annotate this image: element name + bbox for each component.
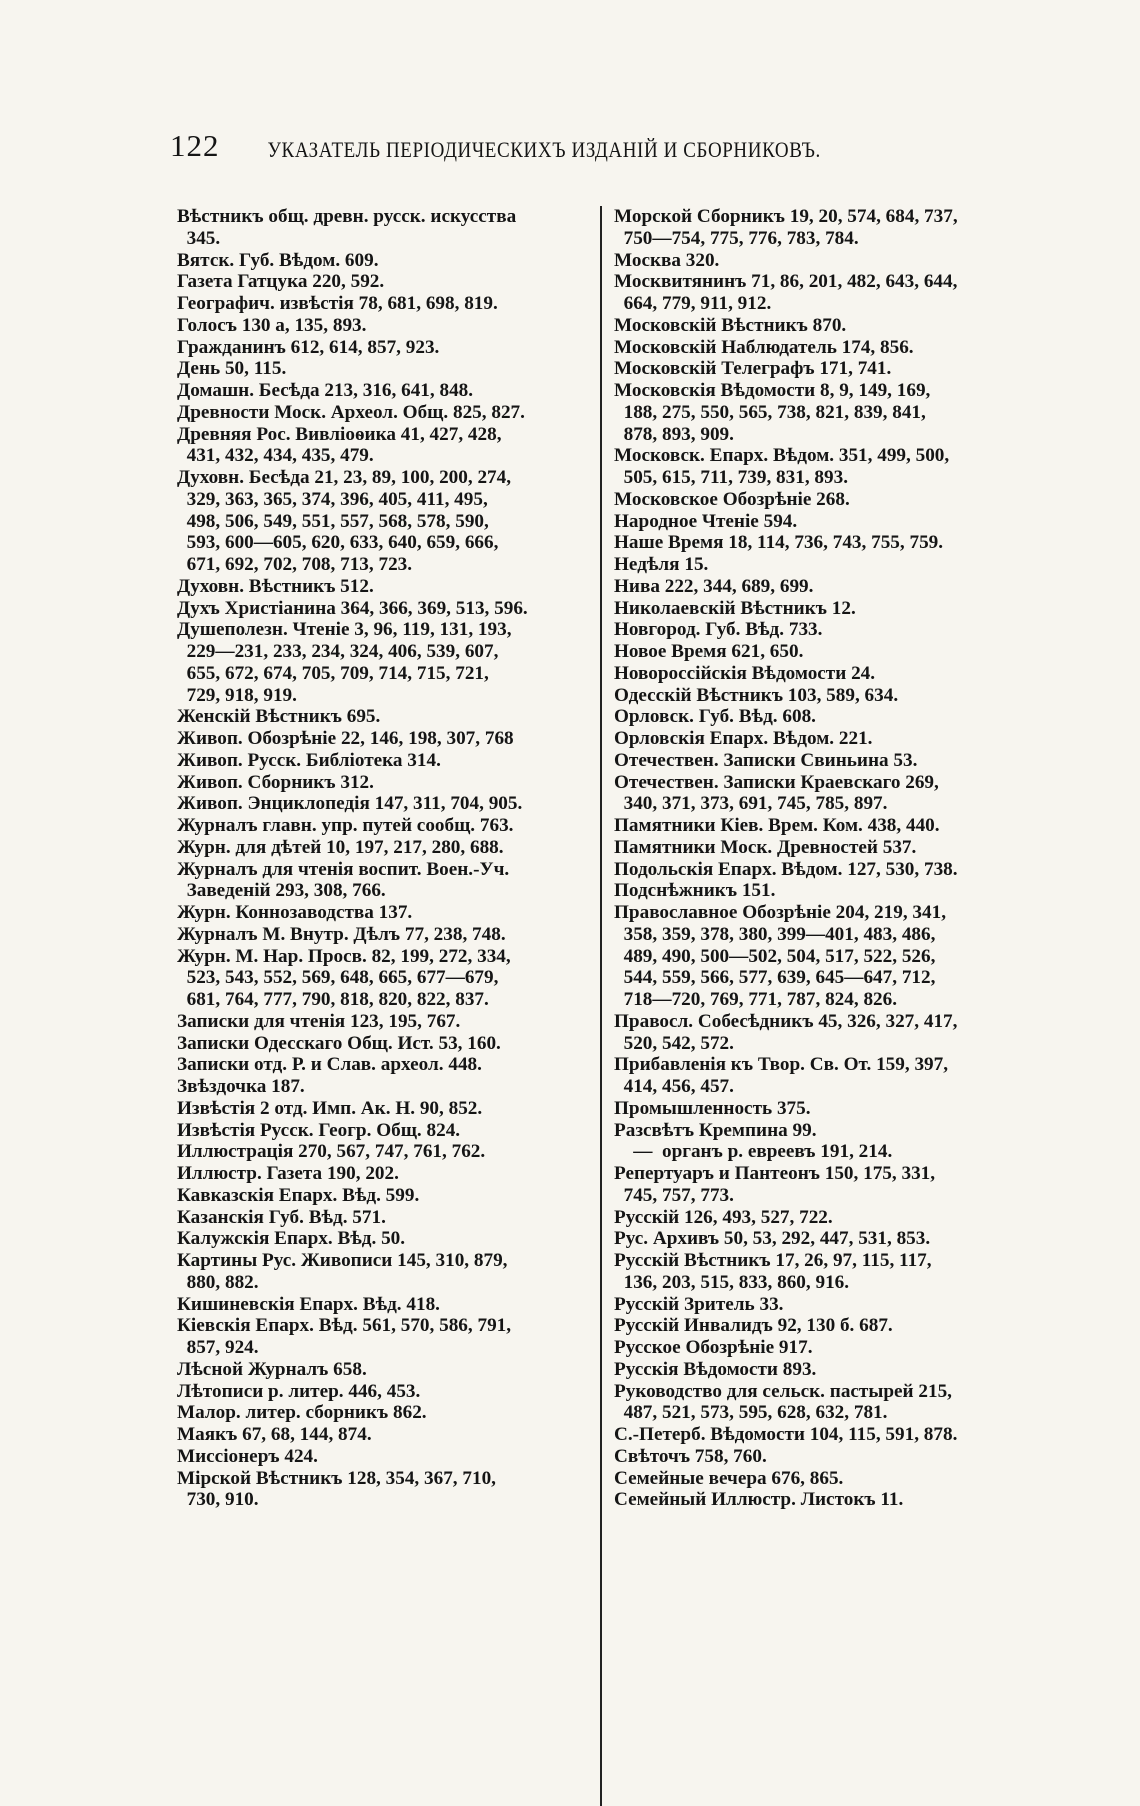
index-entry-line: Гражданинъ 612, 614, 857, 923. xyxy=(177,336,440,358)
index-entry-line: 544, 559, 566, 577, 639, 645—647, 712, xyxy=(614,967,936,989)
index-entry-line: Живоп. Сборникъ 312. xyxy=(177,771,374,793)
index-entry-line: 718—720, 769, 771, 787, 824, 826. xyxy=(614,989,898,1010)
index-entry-line: 229—231, 233, 234, 324, 406, 539, 607, xyxy=(177,641,499,662)
index-entry-line: Вятск. Губ. Вѣдом. 609. xyxy=(177,249,379,271)
index-entry-line: Русскія Вѣдомости 893. xyxy=(614,1358,817,1380)
page-header xyxy=(170,128,970,164)
index-entry-line: Записки Одесскаго Общ. Ист. 53, 160. xyxy=(177,1032,501,1054)
index-entry-line: Журналъ М. Внутр. Дѣлъ 77, 238, 748. xyxy=(177,923,506,945)
index-entry-line: Правосл. Собесѣдникъ 45, 326, 327, 417, xyxy=(614,1010,958,1032)
index-entry-line: Журн. для дѣтей 10, 197, 217, 280, 688. xyxy=(177,836,504,858)
index-entry-line: Русское Обозрѣніе 917. xyxy=(614,1337,813,1358)
index-entry-line: Наше Время 18, 114, 736, 743, 755, 759. xyxy=(614,532,944,554)
index-column-right xyxy=(614,206,1024,1511)
index-entry-line: Миссіонеръ 424. xyxy=(177,1445,318,1467)
index-entry-line: Отечествен. Записки Свиньина 53. xyxy=(614,749,918,771)
index-entry-line: Калужскія Епарх. Вѣд. 50. xyxy=(177,1228,406,1250)
index-entry-line: Московскій Телеграфъ 171, 741. xyxy=(614,358,892,380)
index-entry-line: 505, 615, 711, 739, 831, 893. xyxy=(614,467,848,488)
index-entry-line: Московскій Вѣстникъ 870. xyxy=(614,314,847,336)
index-entry-line: Русскій 126, 493, 527, 722. xyxy=(614,1206,833,1228)
index-entry-line: Заведеній 293, 308, 766. xyxy=(177,880,386,902)
index-entry-line: Журналъ главн. упр. путей сообщ. 763. xyxy=(177,815,514,836)
index-entry-line: 340, 371, 373, 691, 745, 785, 897. xyxy=(614,793,888,815)
index-entry-line: Орловск. Губ. Вѣд. 608. xyxy=(614,706,816,728)
index-entry-line: Московское Обозрѣніе 268. xyxy=(614,488,850,510)
index-entry-line: 523, 543, 552, 569, 648, 665, 677—679, xyxy=(177,967,499,989)
index-entry-line: Разсвѣтъ Кремпина 99. xyxy=(614,1119,817,1141)
index-entry-line: Духъ Христіанина 364, 366, 369, 513, 596. xyxy=(177,597,528,619)
index-entry-line: Духовн. Вѣстникъ 512. xyxy=(177,575,374,597)
index-entry-line: Николаевскій Вѣстникъ 12. xyxy=(614,597,856,619)
index-entry-line: Отечествен. Записки Краевскаго 269, xyxy=(614,771,939,793)
index-entry-line: Руководство для сельск. пастырей 215, xyxy=(614,1380,952,1402)
index-entry-line: 358, 359, 378, 380, 399—401, 483, 486, xyxy=(614,923,936,945)
page-number: 122 xyxy=(170,128,220,163)
index-entry-line: Лѣтописи р. литер. 446, 453. xyxy=(177,1380,421,1402)
index-entry-line: Журн. М. Нар. Просв. 82, 199, 272, 334, xyxy=(177,945,511,967)
index-entry-line: Журналъ для чтенія воспит. Воен.-Уч. xyxy=(177,858,510,880)
index-entry-line: Морской Сборникъ 19, 20, 574, 684, 737, xyxy=(614,206,958,227)
index-entry-line: Живоп. Русск. Библіотека 314. xyxy=(177,749,441,771)
index-entry-line: Недѣля 15. xyxy=(614,554,709,575)
index-entry-line: Семейные вечера 676, 865. xyxy=(614,1467,844,1489)
index-entry-line: Московскій Наблюдатель 174, 856. xyxy=(614,336,914,358)
index-entry-line: Записки для чтенія 123, 195, 767. xyxy=(177,1010,461,1032)
index-entry-line: 681, 764, 777, 790, 818, 820, 822, 837. xyxy=(177,989,489,1010)
index-entry-line: Кавказскія Епарх. Вѣд. 599. xyxy=(177,1184,420,1206)
index-entry-line: Домашн. Бесѣда 213, 316, 641, 848. xyxy=(177,380,474,401)
index-entry-line: Семейный Иллюстр. Листокъ 11. xyxy=(614,1489,904,1511)
index-entry-line: Казанскія Губ. Вѣд. 571. xyxy=(177,1206,386,1228)
index-entry-line: 857, 924. xyxy=(177,1337,259,1358)
index-entry-line: Духовн. Бесѣда 21, 23, 89, 100, 200, 274, xyxy=(177,467,512,488)
index-entry-line: Древняя Рос. Вивліоѳика 41, 427, 428, xyxy=(177,423,502,445)
index-entry-line: Иллюстр. Газета 190, 202. xyxy=(177,1163,399,1184)
index-entry-line: 671, 692, 702, 708, 713, 723. xyxy=(177,554,413,575)
index-entry-line: Рус. Архивъ 50, 53, 292, 447, 531, 853. xyxy=(614,1228,931,1250)
index-entry-line: Кишиневскія Епарх. Вѣд. 418. xyxy=(177,1293,440,1315)
index-entry-line: 664, 779, 911, 912. xyxy=(614,293,772,314)
index-entry-line: 750—754, 775, 776, 783, 784. xyxy=(614,227,859,249)
index-entry-line: Звѣздочка 187. xyxy=(177,1076,305,1097)
index-entry-line: День 50, 115. xyxy=(177,358,287,380)
index-entry-line: Голосъ 130 а, 135, 893. xyxy=(177,314,367,336)
index-entry-line: Извѣстія Русск. Геогр. Общ. 824. xyxy=(177,1119,461,1141)
index-entry-line: 745, 757, 773. xyxy=(614,1184,734,1206)
index-entry-line: 520, 542, 572. xyxy=(614,1032,734,1054)
index-entry-line: 431, 432, 434, 435, 479. xyxy=(177,445,374,467)
running-title: УКАЗАТЕЛЬ ПЕРІОДИЧЕСКИХЪ ИЗДАНІЙ И СБОРНИКОВЪ. xyxy=(267,138,821,163)
index-entry-line: 487, 521, 573, 595, 628, 632, 781. xyxy=(614,1402,888,1424)
index-entry-line: Новое Время 621, 650. xyxy=(614,641,804,662)
index-entry-line: Русскій Зритель 33. xyxy=(614,1293,784,1315)
index-entry-line: 136, 203, 515, 833, 860, 916. xyxy=(614,1271,850,1293)
index-entry-line: Маякъ 67, 68, 144, 874. xyxy=(177,1424,372,1445)
index-entry-line: 730, 910. xyxy=(177,1489,259,1511)
index-entry-line: 414, 456, 457. xyxy=(614,1076,734,1097)
index-entry-line: Московскія Вѣдомости 8, 9, 149, 169, xyxy=(614,380,931,401)
index-entry-line: Православное Обозрѣніе 204, 219, 341, xyxy=(614,902,946,923)
index-entry-line: Новороссійскія Вѣдомости 24. xyxy=(614,662,876,684)
index-entry-line: — органъ р. евреевъ 191, 214. xyxy=(614,1141,893,1163)
index-column-left xyxy=(177,206,587,1511)
index-entry-line: Иллюстрація 270, 567, 747, 761, 762. xyxy=(177,1141,486,1163)
index-entry-line: Душеполезн. Чтеніе 3, 96, 119, 131, 193, xyxy=(177,619,512,641)
index-entry-line: Живоп. Энциклопедія 147, 311, 704, 905. xyxy=(177,793,523,815)
index-entry-line: 880, 882. xyxy=(177,1271,259,1293)
index-entry-line: Подснѣжникъ 151. xyxy=(614,880,776,902)
index-entry-line: Древности Моск. Археол. Общ. 825, 827. xyxy=(177,401,525,423)
index-entry-line: Газета Гатцука 220, 592. xyxy=(177,271,385,293)
index-entry-line: Одесскій Вѣстникъ 103, 589, 634. xyxy=(614,684,899,706)
index-entry-line: Журн. Коннозаводства 137. xyxy=(177,902,413,923)
index-entry-line: Прибавленія къ Твор. Св. От. 159, 397, xyxy=(614,1054,949,1076)
index-entry-line: Живоп. Обозрѣніе 22, 146, 198, 307, 768 xyxy=(177,728,514,749)
column-divider xyxy=(600,206,602,1806)
index-entry-line: Орловскія Епарх. Вѣдом. 221. xyxy=(614,728,873,749)
index-entry-line: Извѣстія 2 отд. Имп. Ак. Н. 90, 852. xyxy=(177,1097,483,1119)
index-entry-line: Кіевскія Епарх. Вѣд. 561, 570, 586, 791, xyxy=(177,1315,512,1337)
index-entry-line: 329, 363, 365, 374, 396, 405, 411, 495, xyxy=(177,488,488,510)
index-entry-line: Женскій Вѣстникъ 695. xyxy=(177,706,381,728)
index-entry-line: 188, 275, 550, 565, 738, 821, 839, 841, xyxy=(614,401,926,423)
index-entry-line: С.-Петерб. Вѣдомости 104, 115, 591, 878. xyxy=(614,1424,958,1445)
index-entry-line: 878, 893, 909. xyxy=(614,423,734,445)
index-entry-line: Русскій Инвалидъ 92, 130 б. 687. xyxy=(614,1315,893,1337)
index-entry-line: Московск. Епарх. Вѣдом. 351, 499, 500, xyxy=(614,445,950,467)
index-entry-line: Географич. извѣстія 78, 681, 698, 819. xyxy=(177,293,498,314)
index-entry-line: 489, 490, 500—502, 504, 517, 522, 526, xyxy=(614,945,936,967)
index-entry-line: Народное Чтеніе 594. xyxy=(614,510,798,532)
index-entry-line: Москва 320. xyxy=(614,249,720,271)
index-entry-line: Памятники Моск. Древностей 537. xyxy=(614,836,917,858)
index-entry-line: 729, 918, 919. xyxy=(177,684,297,706)
index-entry-line: Промышленность 375. xyxy=(614,1097,811,1119)
index-entry-line: Нива 222, 344, 689, 699. xyxy=(614,575,814,597)
index-entry-line: 498, 506, 549, 551, 557, 568, 578, 590, xyxy=(177,510,489,532)
index-entry-line: Москвитянинъ 71, 86, 201, 482, 643, 644, xyxy=(614,271,958,293)
index-entry-line: Памятники Кіев. Врем. Ком. 438, 440. xyxy=(614,815,940,836)
index-entry-line: 345. xyxy=(177,227,221,249)
index-entry-line: Лѣсной Журналъ 658. xyxy=(177,1358,367,1380)
index-entry-line: Русскій Вѣстникъ 17, 26, 97, 115, 117, xyxy=(614,1250,932,1271)
index-entry-line: Новгород. Губ. Вѣд. 733. xyxy=(614,619,823,641)
index-entry-line: Записки отд. Р. и Слав. археол. 448. xyxy=(177,1054,482,1076)
index-entry-line: 655, 672, 674, 705, 709, 714, 715, 721, xyxy=(177,662,489,684)
index-entry-line: 593, 600—605, 620, 633, 640, 659, 666, xyxy=(177,532,499,554)
index-entry-line: Мірской Вѣстникъ 128, 354, 367, 710, xyxy=(177,1467,496,1489)
index-entry-line: Вѣстникъ общ. древн. русск. искусства xyxy=(177,206,517,227)
index-entry-line: Малор. литер. сборникъ 862. xyxy=(177,1402,427,1424)
index-entry-line: Картины Рус. Живописи 145, 310, 879, xyxy=(177,1250,508,1271)
index-entry-line: Репертуаръ и Пантеонъ 150, 175, 331, xyxy=(614,1163,936,1184)
index-entry-line: Свѣточъ 758, 760. xyxy=(614,1445,767,1467)
index-entry-line: Подольскія Епарх. Вѣдом. 127, 530, 738. xyxy=(614,858,958,880)
